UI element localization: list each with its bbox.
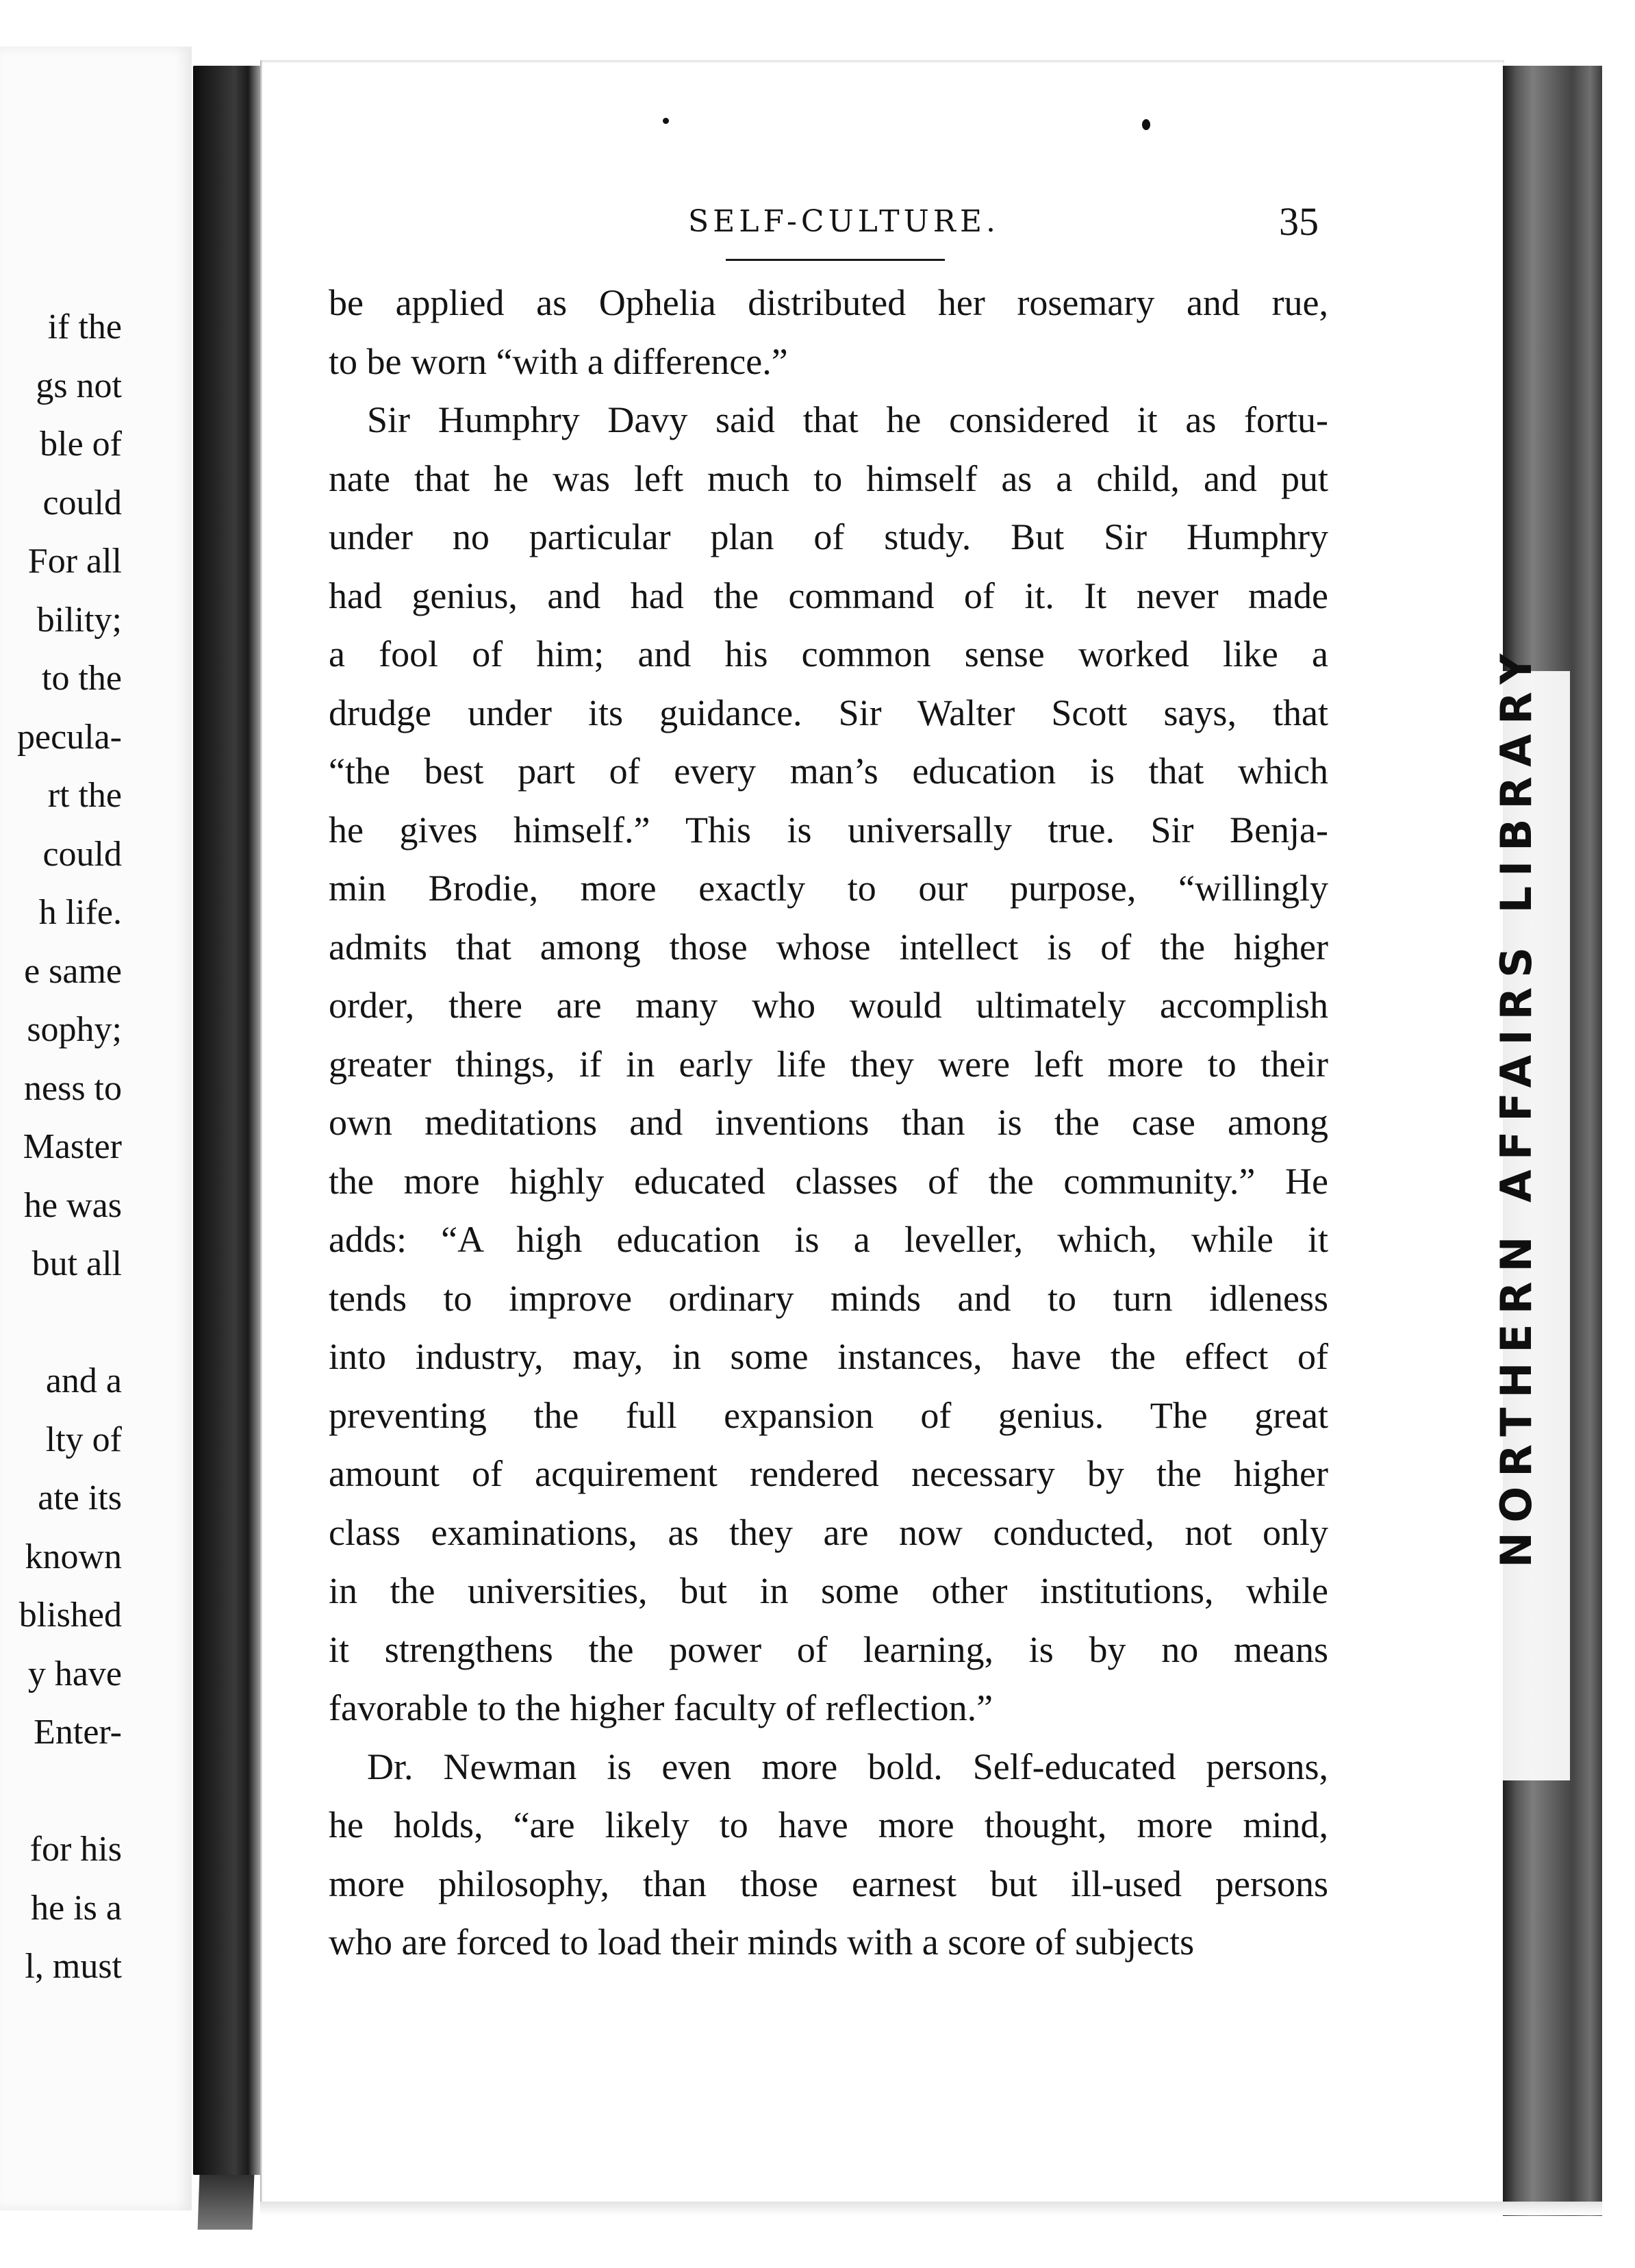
left-page-line: rt the [47,776,122,815]
spine-library-stamp: NORTHERN AFFAIRS LIBRARY [1491,644,1541,1568]
left-page-line: ble of [40,425,122,464]
body-line: Sir Humphry Davy said that he considered it as fortu- [367,399,1328,440]
body-line: a fool of him; and his common sense worked like a [329,633,1328,675]
left-page-line: h life. [38,893,122,932]
body-text [329,274,1328,1972]
body-line: order, there are many who would ultimately accomplish [329,985,1328,1026]
page-number: 35 [1279,199,1319,244]
body-line: admits that among those whose intellect is of the higher [329,926,1328,968]
body-line: Dr. Newman is even more bold. Self-educated persons, [367,1746,1328,1787]
left-page-line: For all [27,542,122,581]
body-line: he gives himself.” This is universally true. Sir Benja- [329,809,1328,850]
left-page-line: l, must [25,1947,122,1986]
left-page-line: bility; [36,600,122,640]
body-line: adds: “A high education is a leveller, which, while it [329,1219,1328,1260]
speck [663,118,669,124]
left-page-line: gs not [36,366,122,405]
left-page-line: pecula- [16,717,122,757]
body-line: min Brodie, more exactly to our purpose, “willingly [329,868,1328,909]
body-line: to be worn “with a difference.” [329,340,788,382]
left-page-line: and a [45,1361,122,1400]
left-page-line: e same [24,951,122,991]
left-page-line: if the [47,307,122,346]
left-page-line: Enter- [34,1713,122,1752]
body-line: “the best part of every man’s education is that which [329,751,1328,792]
left-page-line: could [42,834,122,874]
body-line: he holds, “are likely to have more thought, more mind, [329,1804,1328,1845]
left-page-line: y have [27,1654,122,1693]
body-line: had genius, and had the command of it. It never made [329,575,1328,616]
gutter-foot [198,2175,255,2230]
header-rule [726,259,945,261]
left-page-line: known [25,1537,122,1576]
body-line: favorable to the higher faculty of reflection.” [329,1687,993,1728]
body-line: be applied as Ophelia distributed her rosemary and rue, [329,282,1328,323]
left-page-line: blished [18,1596,122,1635]
left-page-line: ate its [38,1478,122,1517]
left-page-line: to the [42,659,122,698]
body-line: tends to improve ordinary minds and to turn idleness [329,1277,1328,1319]
left-page-line: he was [24,1185,122,1225]
book-gutter [193,66,260,2175]
left-page-line: for his [29,1830,122,1869]
body-line: class examinations, as they are now conducted, not only [329,1511,1328,1553]
left-page-line: ness to [24,1068,122,1108]
left-page-line: but all [31,1244,122,1283]
body-line: greater things, if in early life they were left more to their [329,1043,1328,1085]
body-line: under no particular plan of study. But Sir Humphry [329,516,1328,557]
left-page-line: he is a [31,1888,122,1928]
left-page-text [0,47,122,2210]
left-page-line: could [42,483,122,522]
running-head: SELF-CULTURE. [688,204,1000,239]
left-page [0,47,192,2210]
body-line: in the universities, but in some other institutions, while [329,1570,1328,1611]
body-line: into industry, may, in some instances, have the effect of [329,1336,1328,1377]
body-line: who are forced to load their minds with a score of subjects [329,1922,1195,1963]
body-line: it strengthens the power of learning, is by no means [329,1628,1328,1670]
body-line: more philosophy, than those earnest but ill-used persons [329,1863,1328,1904]
page-bottom-edge [260,2202,1602,2215]
speck [1142,119,1150,130]
body-line: preventing the full expansion of genius. The great [329,1394,1328,1436]
body-line: drudge under its guidance. Sir Walter Scott says, that [329,692,1328,733]
left-page-line: sophy; [27,1010,122,1049]
body-line: own meditations and inventions than is the case among [329,1102,1328,1143]
left-page-line: Master [23,1127,122,1166]
body-line: amount of acquirement rendered necessary by the higher [329,1453,1328,1494]
body-line: the more highly educated classes of the community.” He [329,1160,1328,1202]
left-page-line: lty of [45,1420,122,1459]
body-line: nate that he was left much to himself as a child, and put [329,457,1328,499]
